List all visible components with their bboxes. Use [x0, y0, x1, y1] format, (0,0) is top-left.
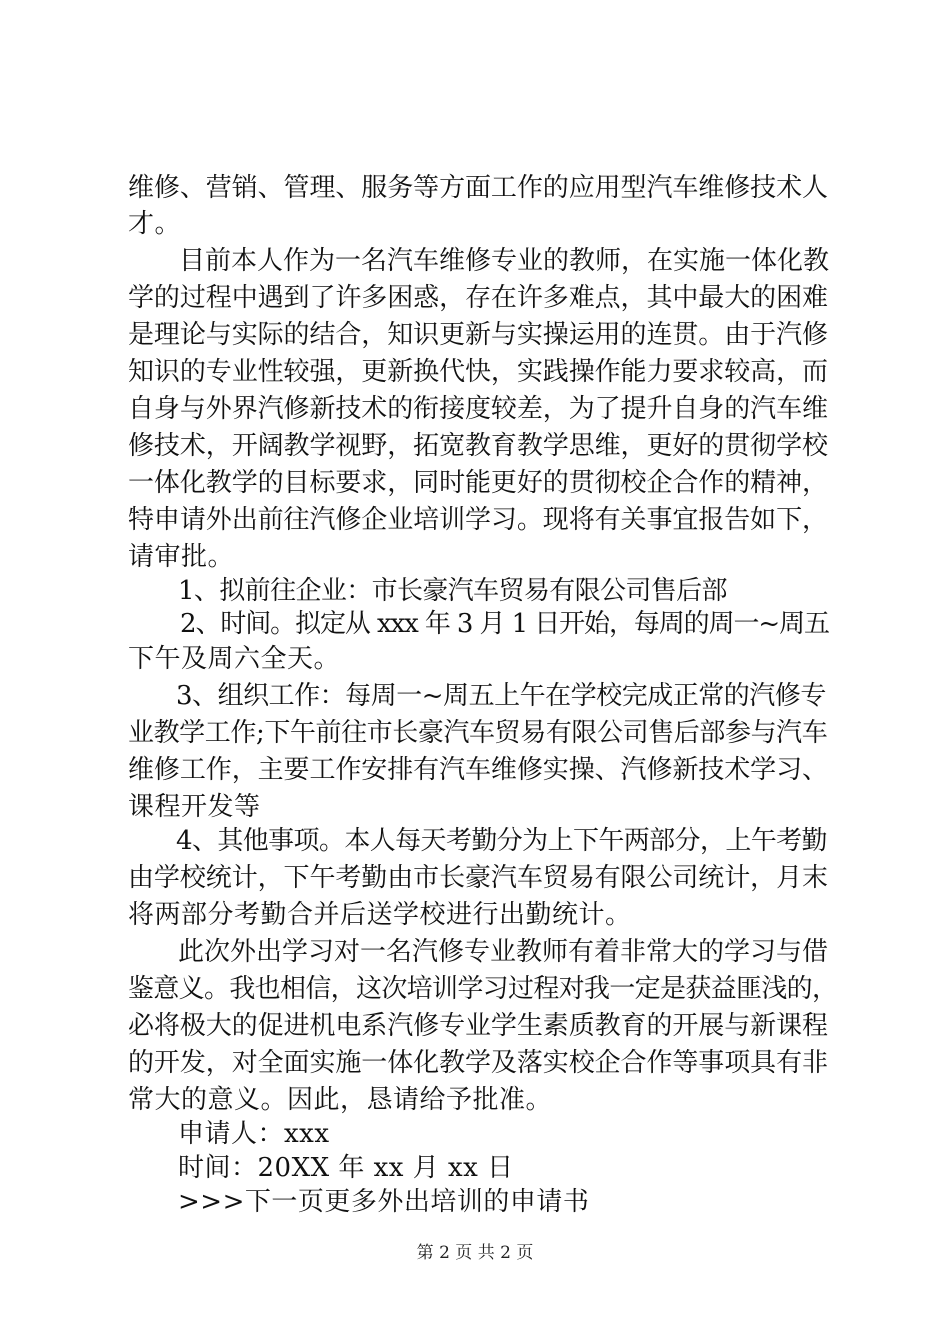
page-footer: 第 2 页 共 2 页 [416, 1243, 534, 1263]
next-page-link[interactable]: >>>下一页更多外出培训的申请书 [178, 1187, 590, 1217]
text-line: 目前本人作为一名汽车维修专业的教师，在实施一体化教 [179, 246, 830, 276]
text-line: 一体化教学的目标要求，同时能更好的贯彻校企合作的精神， [128, 468, 828, 498]
list-item-line: 2、时间。拟定从 xxx 年 3 月 1 日开始，每周的周一~周五 [180, 609, 829, 639]
text-line: 业教学工作;下午前往市长豪汽车贸易有限公司售后部参与汽车 [128, 718, 828, 748]
text-line: 才。 [128, 209, 182, 239]
text-line: 下午及周六全天。 [128, 644, 341, 674]
list-item-line: 1、拟前往企业：市长豪汽车贸易有限公司售后部 [178, 576, 727, 606]
text-line: 维修工作，主要工作安排有汽车维修实操、汽修新技术学习、 [128, 755, 828, 785]
applicant-line: 申请人：xxx [178, 1119, 330, 1149]
text-line: 鉴意义。我也相信，这次培训学习过程对我一定是获益匪浅的， [128, 974, 838, 1004]
text-line: 自身与外界汽修新技术的衔接度较差，为了提升自身的汽车维 [128, 394, 828, 424]
text-line: 课程开发等 [128, 792, 261, 822]
text-line: 将两部分考勤合并后送学校进行出勤统计。 [128, 900, 632, 930]
text-line: 修技术，开阔教学视野，拓宽教育教学思维，更好的贯彻学校 [128, 431, 828, 461]
text-line: 由学校统计，下午考勤由市长豪汽车贸易有限公司统计，月末 [128, 863, 828, 893]
date-line: 时间：20XX 年 xx 月 xx 日 [178, 1153, 514, 1183]
text-line: 常大的意义。因此，恳请给予批准。 [128, 1085, 553, 1115]
text-line: 是理论与实际的结合，知识更新与实操运用的连贯。由于汽修 [128, 320, 828, 350]
text-line: 的开发，对全面实施一体化教学及落实校企合作等事项具有非 [128, 1048, 828, 1078]
text-line: 学的过程中遇到了许多困惑，存在许多难点，其中最大的困难 [128, 283, 828, 313]
text-line: 请审批。 [128, 542, 235, 572]
text-line: 维修、营销、管理、服务等方面工作的应用型汽车维修技术人 [128, 173, 828, 203]
text-line: 此次外出学习对一名汽修专业教师有着非常大的学习与借 [178, 937, 829, 967]
text-line: 特申请外出前往汽修企业培训学习。现将有关事宜报告如下， [128, 505, 828, 535]
text-line: 必将极大的促进机电系汽修专业学生素质教育的开展与新课程 [128, 1011, 828, 1041]
text-line: 知识的专业性较强，更新换代快，实践操作能力要求较高，而 [128, 357, 828, 387]
list-item-line: 3、组织工作：每周一~周五上午在学校完成正常的汽修专 [176, 681, 826, 711]
list-item-line: 4、其他事项。本人每天考勤分为上下午两部分，上午考勤 [176, 826, 827, 856]
